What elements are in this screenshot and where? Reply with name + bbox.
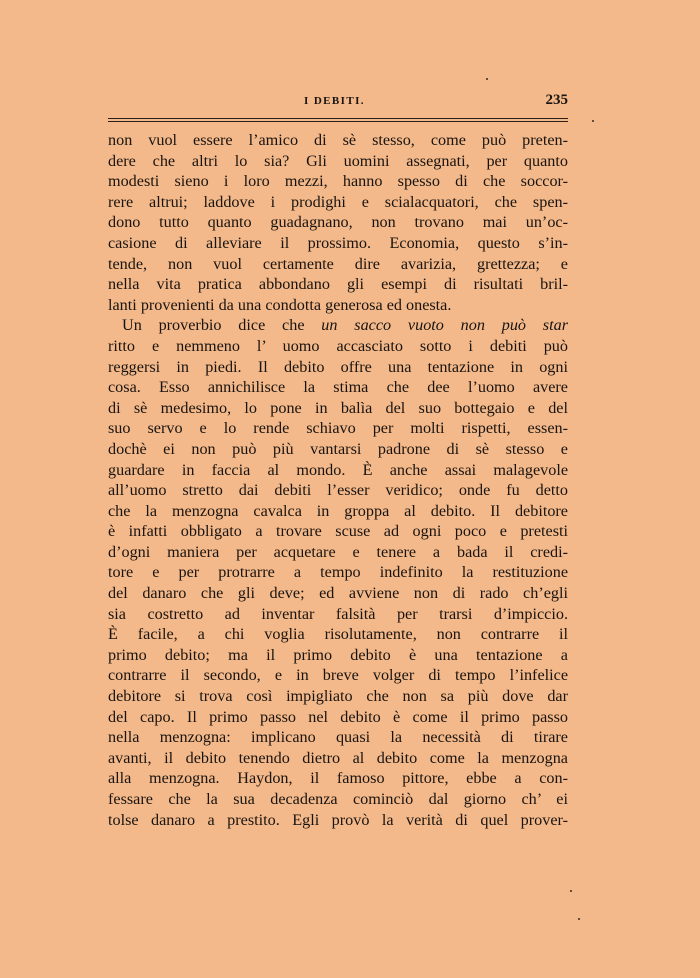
text-line: casione di alleviare il prossimo. Economia, questo s’in- bbox=[108, 233, 568, 252]
text-line: dere che altri lo sia? Gli uomini assegnati, per quanto bbox=[108, 151, 568, 170]
body-text bbox=[108, 130, 568, 830]
paper-speck bbox=[592, 120, 594, 122]
paper-speck bbox=[486, 78, 488, 80]
text-line: È facile, a chi voglia risolutamente, non contrarre il bbox=[108, 625, 568, 644]
text-line: debitore si trova così impigliato che non sa più dove dar bbox=[108, 687, 568, 706]
text-line: che la menzogna cavalca in groppa al debito. Il debitore bbox=[108, 501, 568, 520]
text-line: di sè medesimo, lo pone in balìa del suo bottegaio e del bbox=[108, 398, 568, 417]
text-line: d’ogni maniera per acquetare e tenere a bada il credi- bbox=[108, 542, 568, 561]
text-line: alla menzogna. Haydon, il famoso pittore, ebbe a con- bbox=[108, 769, 568, 788]
text-line: fessare che la sua decadenza cominciò dal giorno ch’ ei bbox=[108, 790, 568, 808]
text-line: non vuol essere l’amico di sè stesso, come può preten- bbox=[108, 131, 568, 149]
running-title: I DEBITI. bbox=[304, 95, 365, 107]
text-line: contrarre il secondo, e in breve volger di tempo l’infelice bbox=[108, 666, 568, 685]
running-head bbox=[108, 90, 568, 114]
text-line-paragraph-start bbox=[108, 315, 568, 336]
paper-speck bbox=[570, 890, 572, 892]
header-rule bbox=[108, 118, 568, 119]
text-line: rere altrui; laddove i prodighi e scialacquatori, che spen- bbox=[108, 192, 568, 211]
italic-proverb: un sacco vuoto non può star bbox=[321, 316, 568, 335]
text-line: sia costretto ad inventar falsità per trarsi d’impiccio. bbox=[108, 604, 568, 623]
text-line: tore e per protrarre a tempo indefinito la restituzione bbox=[108, 563, 568, 582]
paper-speck bbox=[578, 918, 580, 920]
text-line: modesti sieno i loro mezzi, hanno spesso di che soccor- bbox=[108, 172, 568, 191]
text-line: nella vita pratica abbondano gli esempi di risultati bril- bbox=[108, 275, 568, 294]
text-line: cosa. Esso annichilisce la stima che dee l’uomo avere bbox=[108, 378, 568, 397]
text-line: dochè ei non può più vantarsi padrone di sè stesso e bbox=[108, 439, 568, 458]
text-line: è infatti obbligato a trovare scuse ad ogni poco e pretesti bbox=[108, 522, 568, 541]
text-line: lanti provenienti da una condotta generosa ed onesta. bbox=[108, 295, 452, 314]
text-line: tolse danaro a prestito. Egli provò la verità di quel prover- bbox=[108, 810, 568, 829]
text-line: del danaro che gli deve; ed avviene non di rado ch’egli bbox=[108, 584, 568, 603]
text-line: avanti, il debito tenendo dietro al debito come la menzogna bbox=[108, 748, 568, 767]
text-line: reggersi in piedi. Il debito offre una tentazione in ogni bbox=[108, 357, 568, 376]
text-line: nella menzogna: implicano quasi la necessità di tirare bbox=[108, 728, 568, 747]
text-line: del capo. Il primo passo nel debito è come il primo passo bbox=[108, 707, 568, 726]
text-line: dono tutto quanto guadagnano, non trovano mai un’oc- bbox=[108, 213, 568, 232]
page-number: 235 bbox=[545, 92, 568, 108]
text-line: tende, non vuol certamente dire avarizia, grettezza; e bbox=[108, 254, 568, 273]
header-rule-thin bbox=[108, 121, 568, 122]
text-line-lead: Un proverbio dice che bbox=[122, 316, 322, 335]
text-line: ritto e nemmeno l’ uomo accasciato sotto i debiti può bbox=[108, 336, 568, 355]
text-line: guardare in faccia al mondo. È anche assai malagevole bbox=[108, 460, 568, 479]
text-line: all’uomo stretto dai debiti l’esser veridico; onde fu detto bbox=[108, 481, 568, 500]
text-line: suo servo e lo rende schiavo per molti rispetti, essen- bbox=[108, 419, 568, 438]
text-line: primo debito; ma il primo debito è una tentazione a bbox=[108, 645, 568, 664]
